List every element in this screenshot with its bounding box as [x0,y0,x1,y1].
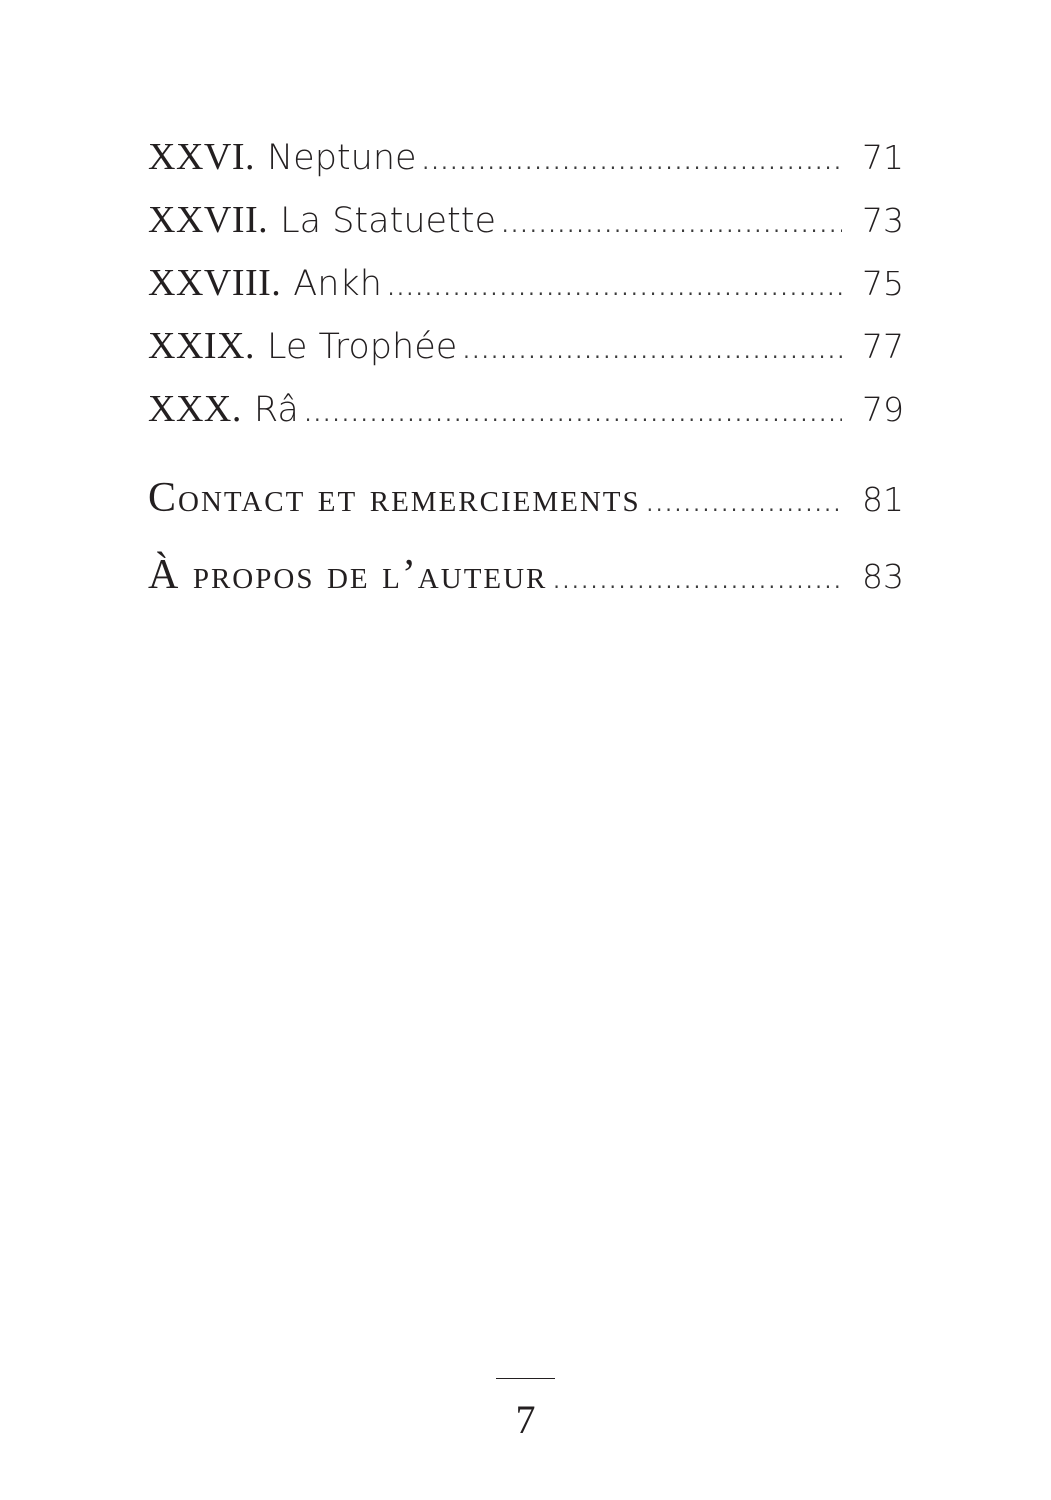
chapter-numeral: XXX. [148,388,242,430]
page-number: 83 [862,557,904,596]
dot-leader [502,213,842,237]
footer-divider [496,1378,555,1379]
toc-entry-contact[interactable] [148,474,904,551]
chapter-title: Neptune [266,138,417,178]
chapter-numeral: XXVII. [148,199,269,241]
dot-leader [647,492,842,516]
dot-leader [305,402,842,426]
chapter-numeral: XXVI. [148,136,255,178]
dot-leader [423,150,842,174]
page-number: 71 [862,138,904,177]
page-number: 79 [862,390,904,429]
chapter-title: Râ [253,390,299,430]
toc-entry-chapter-30[interactable] [148,387,904,450]
dot-leader [463,339,842,363]
chapter-title: Ankh [293,264,382,304]
chapter-title: La Statuette [280,201,497,241]
toc-entry-chapter-27[interactable] [148,198,904,261]
toc-entry-about-author[interactable] [148,551,904,628]
toc-entry-chapter-26[interactable] [148,135,904,198]
section-title: À propos de l’auteur [148,552,548,598]
section-title: Contact et remerciements [148,475,641,521]
toc-entry-chapter-29[interactable] [148,324,904,387]
table-of-contents [148,135,904,628]
chapter-numeral: XXVIII. [148,262,282,304]
page-number: 77 [862,327,904,366]
toc-entry-chapter-28[interactable] [148,261,904,324]
dot-leader [553,569,842,593]
page-number: 75 [862,264,904,303]
chapter-numeral: XXIX. [148,325,255,367]
chapter-title: Le Trophée [266,327,458,367]
page-number: 81 [862,480,904,519]
folio-page-number: 7 [515,1397,536,1442]
dot-leader [388,276,842,300]
page-number: 73 [862,201,904,240]
